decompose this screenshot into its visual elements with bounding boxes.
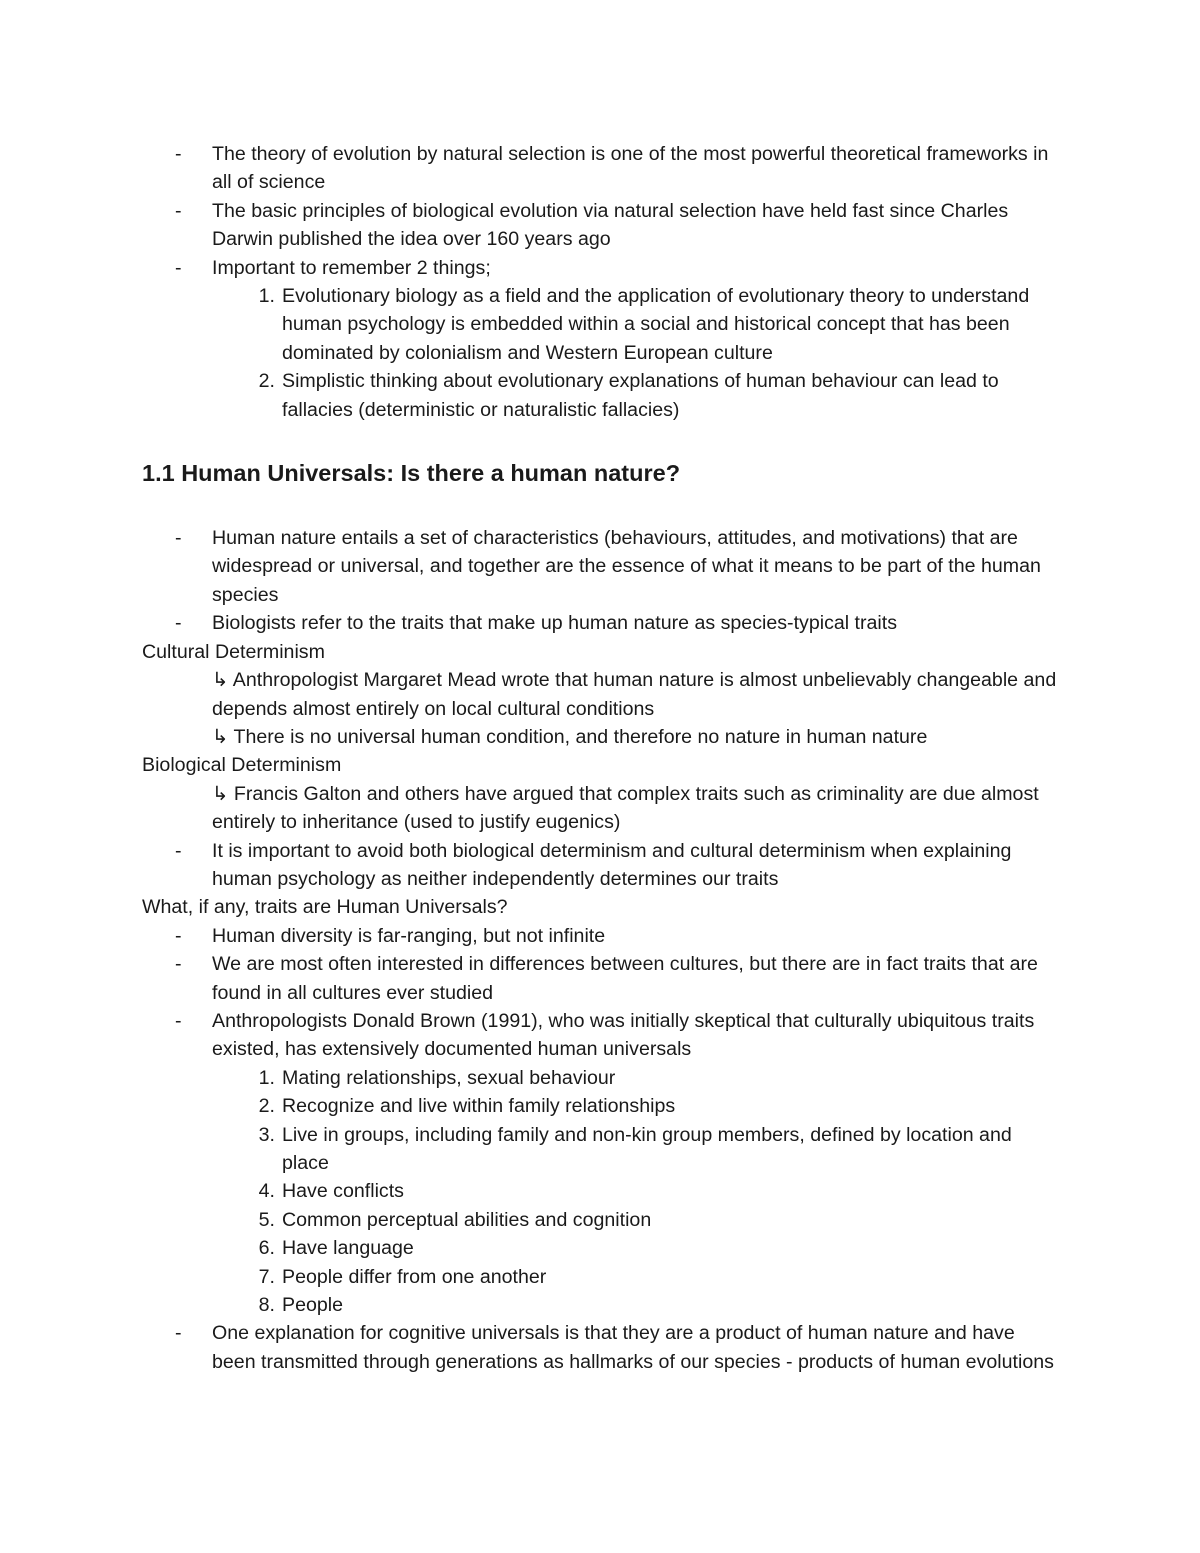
bullet-dash: - [175,199,182,222]
list-item [142,1319,1062,1376]
item-text: Live in groups, including family and non-kin group members, defined by location and place [282,1123,1012,1174]
arrow-point: ↳ There is no universal human condition, and therefore no nature in human nature [212,725,928,748]
section-heading: 1.1 Human Universals: Is there a human nature? [142,460,681,487]
bullet-dash: - [175,143,182,165]
numbered-item [142,1092,1062,1120]
bullet-dash: - [175,924,182,947]
list-item [142,524,1062,609]
bullet-text: It is important to avoid both biological determinism and cultural determinism when explaining human psychology as neither independently determines our traits [212,839,1012,890]
bullet-dash: - [175,527,182,550]
numbered-item [142,367,1062,424]
item-number: 1. [258,285,275,308]
numbered-item [142,1291,1062,1319]
bullet-dash: - [175,256,182,279]
numbered-item [142,1177,1062,1205]
bullet-text: Human nature entails a set of characteristics (behaviours, attitudes, and motivations) that are widespread or universal, and together are the essence of what it means to be part of the human species [212,527,1041,606]
list-item [142,1007,1062,1064]
bullet-text: The theory of evolution by natural selection is one of the most powerful theoretical frameworks in all of science [212,143,1049,194]
arrow-point: ↳ Francis Galton and others have argued that complex traits such as criminality are due almost entirely to inheritance (used to justify eugenics) [212,782,1039,834]
item-text: People [282,1294,344,1317]
list-item [142,922,1062,950]
document-body [142,140,1062,1376]
cultural-determinism-label: Cultural Determinism [142,640,325,663]
bullet-text: Human diversity is far-ranging, but not infinite [212,924,606,947]
item-text: Evolutionary biology as a field and the application of evolutionary theory to understand human psychology is embedded within a social and historical concept that has been dominated by colonialism and Western European culture [282,285,1030,364]
bullet-dash: - [175,1009,182,1032]
item-number: 3. [258,1123,275,1146]
universals-label: What, if any, traits are Human Universals? [142,896,508,919]
list-item [142,197,1062,254]
list-item [142,140,1062,197]
bullet-text: Biologists refer to the traits that make up human nature as species-typical traits [212,612,898,635]
list-item [142,254,1062,282]
numbered-item [142,1206,1062,1234]
item-text: Have language [282,1237,414,1260]
bullet-dash: - [175,612,182,635]
item-number: 8. [258,1294,275,1317]
bullet-text: One explanation for cognitive universals is that they are a product of human nature and have been transmitted through generations as hallmarks of our species - products of human evolutions [212,1322,1054,1373]
bullet-dash: - [175,953,182,976]
numbered-item [142,1064,1062,1092]
list-item [142,837,1062,894]
item-number: 1. [258,1066,275,1089]
numbered-item [142,1263,1062,1291]
biological-determinism-label: Biological Determinism [142,754,342,777]
bullet-text: The basic principles of biological evolution via natural selection have held fast since Charles Darwin published the idea over 160 years ago [212,199,1009,251]
bullet-dash: - [175,839,182,862]
item-number: 6. [258,1237,275,1260]
arrow-point: ↳ Anthropologist Margaret Mead wrote that human nature is almost unbelievably changeable and depends almost entirely on local cultural conditions [212,669,1057,720]
item-number: 2. [258,1095,275,1118]
item-text: Recognize and live within family relationships [282,1095,676,1118]
item-text: Simplistic thinking about evolutionary explanations of human behaviour can lead to fallacies (deterministic or naturalistic fallacies) [282,370,999,421]
numbered-item [142,1121,1062,1178]
bullet-dash: - [175,1322,182,1345]
bullet-text: Anthropologists Donald Brown (1991), who was initially skeptical that culturally ubiquitous traits existed, has extensively documented human universals [212,1009,1035,1061]
numbered-item [142,282,1062,367]
bullet-text: We are most often interested in differences between cultures, but there are in fact traits that are found in all cultures ever studied [212,953,1038,1004]
item-number: 2. [258,370,275,393]
item-number: 5. [258,1208,275,1231]
item-text: People differ from one another [282,1265,547,1288]
bullet-text: Important to remember 2 things; [212,256,491,279]
item-text: Mating relationships, sexual behaviour [282,1066,616,1089]
numbered-item [142,1234,1062,1262]
item-text: Have conflicts [282,1180,404,1203]
item-number: 4. [258,1180,275,1203]
list-item [142,609,1062,637]
list-item [142,950,1062,1007]
item-text: Common perceptual abilities and cognition [282,1208,652,1231]
item-number: 7. [258,1265,275,1288]
